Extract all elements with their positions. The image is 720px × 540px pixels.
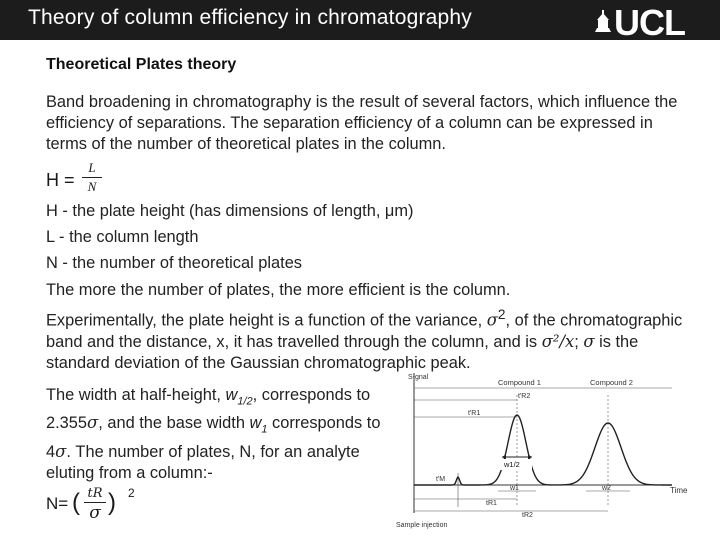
formula-h-fraction <box>82 160 102 195</box>
formula-h-numerator: L <box>82 160 102 178</box>
plate-height-formula <box>46 160 126 200</box>
tr1-bottom-label: tR1 <box>486 500 497 507</box>
formula-n-denominator: σ <box>89 503 101 523</box>
compound-1-label: Compound 1 <box>498 378 541 387</box>
formula-h-denominator: N <box>87 179 97 194</box>
formula-h-lhs: H = <box>46 170 75 190</box>
definition-h: H - the plate height (has dimensions of length, μm) <box>46 202 414 220</box>
experimental-paragraph: Experimentally, the plate height is a function of the variance, $\sigma^2$, of the chromatographic band and the distance, x, it has travelled through the column, and is σ²/x; σ is the standard deviation of the Gaussian chromatographic peak. <box>46 307 683 373</box>
signal-axis-label: S-gnal <box>408 374 429 381</box>
ucl-crest-icon <box>592 10 614 36</box>
width-paragraph: The width at half-height, $w_{1/2}$, corresponds to 2.355σ, and the base width $w_1$ corresponds to 4σ. The number of plates, N, for an analyte eluting from a column:- <box>46 386 381 482</box>
formula-n-power: 2 <box>128 486 135 500</box>
formula-n-lhs: N= <box>46 494 69 513</box>
chromatogram-trace <box>414 415 672 485</box>
intro-paragraph: Band broadening in chromatography is the result of several factors, which influence the efficiency of separations. The separation efficiency of a column can be expressed in terms of the number of theoretical plates in the column. <box>46 93 678 153</box>
chromatogram-diagram <box>390 365 710 540</box>
section-subtitle: Theoretical Plates theory <box>46 56 237 73</box>
sample-injection-label: Sample injection <box>396 522 448 529</box>
time-axis-label: Time <box>670 486 688 495</box>
formula-n-numerator: tR <box>84 486 106 503</box>
ucl-logo-text: UCL <box>614 2 685 43</box>
half-width-label: w1/2 <box>504 460 520 469</box>
header-bar <box>0 0 720 43</box>
compound-2-label: Compound 2 <box>590 378 633 387</box>
tr2-bottom-label: tR2 <box>522 512 533 519</box>
tr1-top-label: t'R1 <box>468 410 481 417</box>
w2-label: w2 <box>602 485 611 492</box>
more-plates-sentence: The more the number of plates, the more efficient is the column. <box>46 281 511 299</box>
tm-label: t'M <box>436 476 446 483</box>
definition-l: L - the column length <box>46 228 199 246</box>
tr2-top-label: t'R2 <box>518 393 531 400</box>
definition-n: N - the number of theoretical plates <box>46 254 303 272</box>
page-title: Theory of column efficiency in chromatography <box>28 6 472 29</box>
w1-label: w1 <box>510 485 519 492</box>
ucl-logo <box>592 2 704 43</box>
formula-n-fraction <box>84 486 106 523</box>
plate-number-formula: N= ( tR σ ) 2 <box>46 486 135 523</box>
